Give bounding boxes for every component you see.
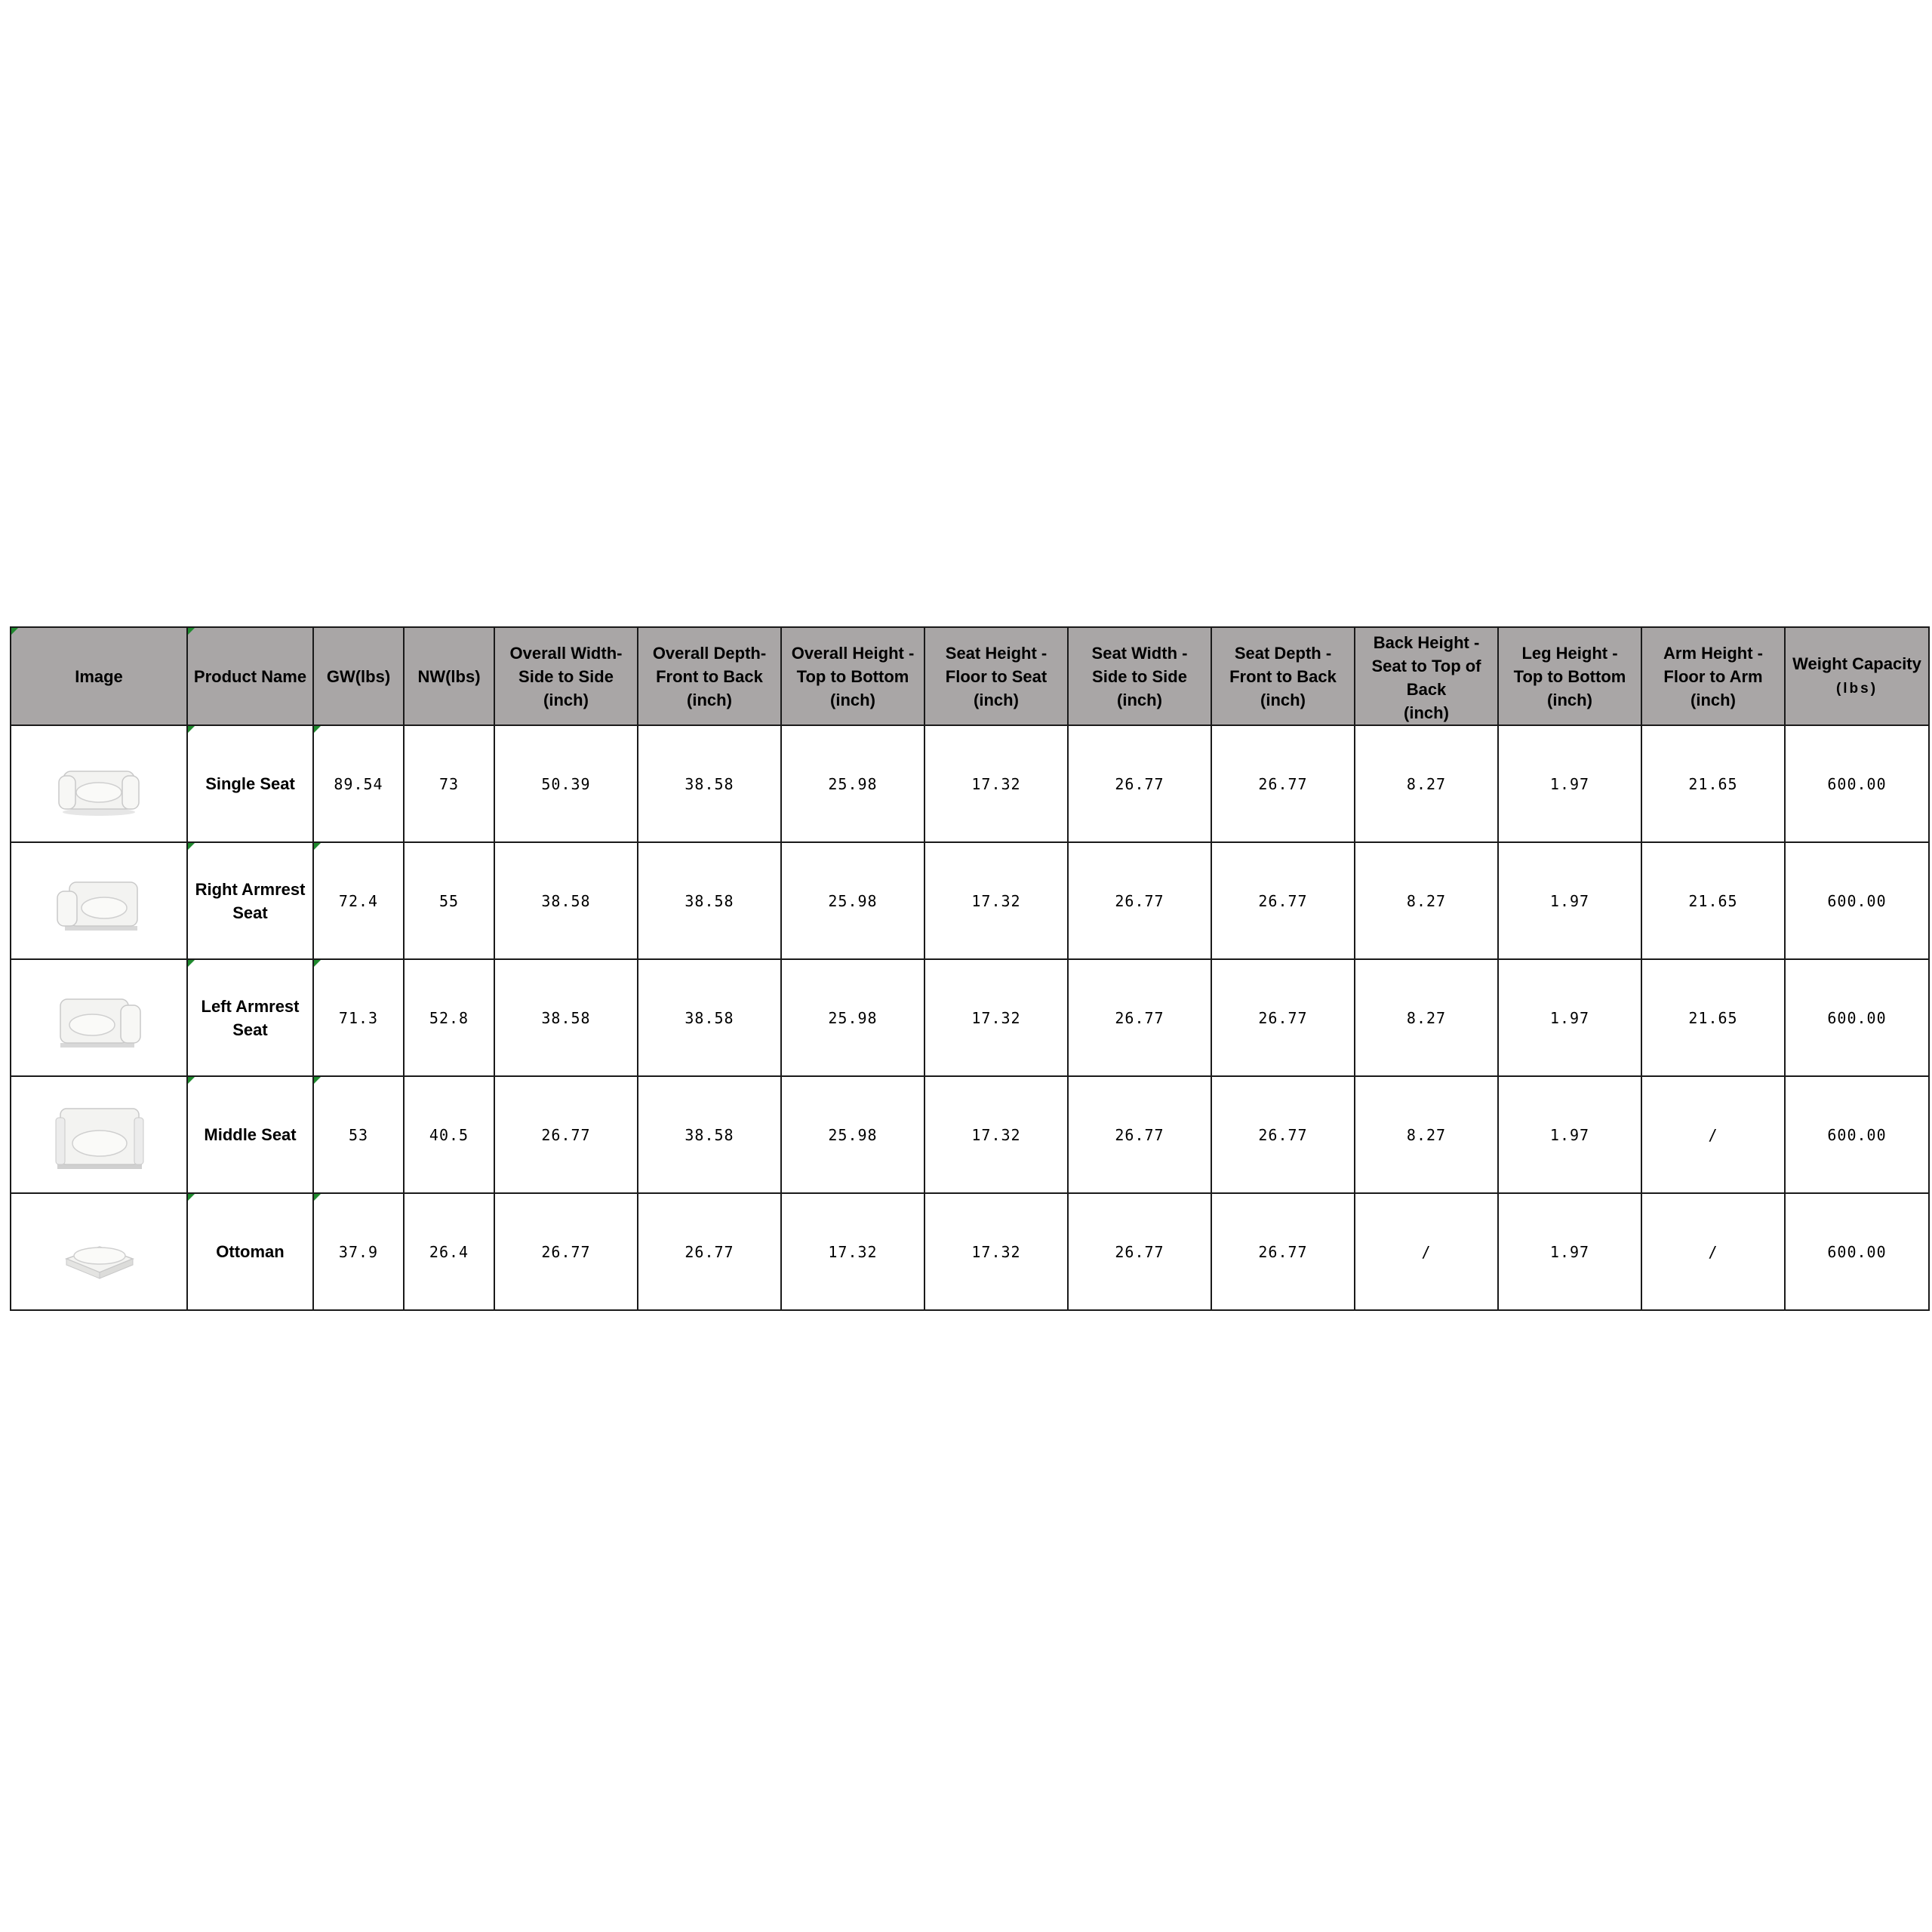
gw-cell bbox=[313, 959, 404, 1076]
spec-sheet bbox=[10, 626, 1928, 1311]
cell-value: 8.27 bbox=[1406, 1008, 1447, 1027]
cell-value: 8.27 bbox=[1406, 891, 1447, 910]
cell-value: 1.97 bbox=[1549, 1008, 1590, 1027]
cell-value: 26.77 bbox=[685, 1242, 734, 1261]
overall-height-cell bbox=[781, 1076, 924, 1193]
cell-value: 17.32 bbox=[971, 891, 1021, 910]
overall-height-cell bbox=[781, 842, 924, 959]
leg-height-cell bbox=[1498, 725, 1641, 842]
product-image-cell bbox=[11, 1076, 187, 1193]
product-spec-table bbox=[10, 626, 1930, 1311]
header-arm-height: Arm Height - Floor to Arm (inch) bbox=[1641, 627, 1785, 725]
overall-width-cell bbox=[494, 959, 638, 1076]
ottoman-thumbnail bbox=[16, 1211, 182, 1294]
product-name: Middle Seat bbox=[204, 1125, 297, 1144]
header-weight-capacity-unit: (lbs) bbox=[1835, 681, 1878, 697]
cell-value: 21.65 bbox=[1688, 891, 1738, 910]
header-seat-depth: Seat Depth - Front to Back (inch) bbox=[1211, 627, 1355, 725]
cell-value: 600.00 bbox=[1827, 774, 1887, 793]
gw-cell bbox=[313, 1076, 404, 1193]
header-overall-width: Overall Width- Side to Side (inch) bbox=[494, 627, 638, 725]
cell-value: 26.77 bbox=[1115, 1008, 1164, 1027]
header-gw: GW(lbs) bbox=[313, 627, 404, 725]
cell-value: / bbox=[1421, 1242, 1432, 1261]
product-name-cell bbox=[187, 959, 313, 1076]
cell-value: 38.58 bbox=[685, 891, 734, 910]
product-name: Right Armrest Seat bbox=[195, 879, 306, 922]
product-image-cell bbox=[11, 725, 187, 842]
cell-value: 38.58 bbox=[685, 1125, 734, 1144]
header-overall-height: Overall Height - Top to Bottom (inch) bbox=[781, 627, 924, 725]
arm-height-cell bbox=[1641, 959, 1785, 1076]
arm-height-cell bbox=[1641, 1193, 1785, 1310]
cell-value: 25.98 bbox=[828, 1125, 878, 1144]
cell-value: 55 bbox=[438, 891, 460, 910]
single-seat-sofa-thumbnail bbox=[16, 743, 182, 826]
header-weight-capacity: Weight Capacity (lbs) bbox=[1785, 627, 1929, 725]
overall-depth-cell bbox=[638, 1193, 781, 1310]
seat-width-cell bbox=[1068, 1076, 1211, 1193]
cell-value: 26.77 bbox=[1258, 1125, 1308, 1144]
overall-depth-cell bbox=[638, 725, 781, 842]
nw-cell bbox=[404, 959, 494, 1076]
cell-value: 25.98 bbox=[828, 774, 878, 793]
gw-cell bbox=[313, 1193, 404, 1310]
cell-value: 89.54 bbox=[334, 774, 383, 793]
cell-value: 17.32 bbox=[971, 774, 1021, 793]
overall-width-cell bbox=[494, 1193, 638, 1310]
arm-height-cell bbox=[1641, 1076, 1785, 1193]
cell-value: 26.77 bbox=[541, 1125, 591, 1144]
back-height-cell bbox=[1355, 959, 1498, 1076]
cell-value: 8.27 bbox=[1406, 1125, 1447, 1144]
product-image-cell bbox=[11, 959, 187, 1076]
header-nw: NW(lbs) bbox=[404, 627, 494, 725]
product-name-cell bbox=[187, 725, 313, 842]
arm-height-cell bbox=[1641, 725, 1785, 842]
nw-cell bbox=[404, 842, 494, 959]
cell-value: 50.39 bbox=[541, 774, 591, 793]
product-name: Ottoman bbox=[216, 1242, 285, 1261]
cell-value: 26.77 bbox=[1258, 891, 1308, 910]
product-name-cell bbox=[187, 1076, 313, 1193]
cell-value: 1.97 bbox=[1549, 774, 1590, 793]
table-row bbox=[11, 1076, 1929, 1193]
cell-value: 25.98 bbox=[828, 891, 878, 910]
cell-value: 40.5 bbox=[429, 1125, 469, 1144]
nw-cell bbox=[404, 725, 494, 842]
cell-value: 600.00 bbox=[1827, 891, 1887, 910]
arm-height-cell bbox=[1641, 842, 1785, 959]
cell-value: 26.4 bbox=[429, 1242, 469, 1261]
overall-height-cell bbox=[781, 725, 924, 842]
cell-value: 26.77 bbox=[1115, 891, 1164, 910]
product-name-cell bbox=[187, 1193, 313, 1310]
overall-depth-cell bbox=[638, 1076, 781, 1193]
header-seat-width: Seat Width - Side to Side (inch) bbox=[1068, 627, 1211, 725]
seat-depth-cell bbox=[1211, 842, 1355, 959]
cell-value: 17.32 bbox=[971, 1125, 1021, 1144]
product-image-cell bbox=[11, 1193, 187, 1310]
seat-height-cell bbox=[924, 725, 1068, 842]
leg-height-cell bbox=[1498, 842, 1641, 959]
seat-depth-cell bbox=[1211, 725, 1355, 842]
weight-capacity-cell bbox=[1785, 959, 1929, 1076]
left-armrest-seat-thumbnail bbox=[16, 977, 182, 1060]
cell-value: 52.8 bbox=[429, 1008, 469, 1027]
seat-depth-cell bbox=[1211, 1193, 1355, 1310]
cell-value: 26.77 bbox=[1115, 774, 1164, 793]
overall-depth-cell bbox=[638, 959, 781, 1076]
seat-height-cell bbox=[924, 842, 1068, 959]
seat-height-cell bbox=[924, 1076, 1068, 1193]
back-height-cell bbox=[1355, 1076, 1498, 1193]
right-armrest-seat-thumbnail bbox=[16, 860, 182, 943]
overall-width-cell bbox=[494, 1076, 638, 1193]
weight-capacity-cell bbox=[1785, 842, 1929, 959]
leg-height-cell bbox=[1498, 959, 1641, 1076]
cell-value: 17.32 bbox=[971, 1242, 1021, 1261]
cell-value: 26.77 bbox=[1115, 1125, 1164, 1144]
cell-value: 1.97 bbox=[1549, 1242, 1590, 1261]
overall-width-cell bbox=[494, 725, 638, 842]
cell-value: / bbox=[1708, 1125, 1718, 1144]
cell-value: 26.77 bbox=[541, 1242, 591, 1261]
seat-depth-cell bbox=[1211, 959, 1355, 1076]
cell-value: 600.00 bbox=[1827, 1125, 1887, 1144]
back-height-cell bbox=[1355, 1193, 1498, 1310]
cell-value: 71.3 bbox=[338, 1008, 379, 1027]
seat-width-cell bbox=[1068, 842, 1211, 959]
gw-cell bbox=[313, 725, 404, 842]
header-back-height: Back Height - Seat to Top of Back (inch) bbox=[1355, 627, 1498, 725]
product-name: Single Seat bbox=[205, 774, 295, 793]
cell-value: 1.97 bbox=[1549, 891, 1590, 910]
header-product-name: Product Name bbox=[187, 627, 313, 725]
gw-cell bbox=[313, 842, 404, 959]
header-image: Image bbox=[11, 627, 187, 725]
header-leg-height: Leg Height - Top to Bottom (inch) bbox=[1498, 627, 1641, 725]
cell-value: 38.58 bbox=[685, 774, 734, 793]
table-row bbox=[11, 959, 1929, 1076]
overall-height-cell bbox=[781, 959, 924, 1076]
cell-value: 53 bbox=[348, 1125, 369, 1144]
product-image-cell bbox=[11, 842, 187, 959]
product-name-cell bbox=[187, 842, 313, 959]
back-height-cell bbox=[1355, 842, 1498, 959]
table-row bbox=[11, 1193, 1929, 1310]
nw-cell bbox=[404, 1193, 494, 1310]
cell-value: 73 bbox=[438, 774, 460, 793]
leg-height-cell bbox=[1498, 1193, 1641, 1310]
product-name: Left Armrest Seat bbox=[201, 996, 300, 1039]
cell-value: 26.77 bbox=[1115, 1242, 1164, 1261]
middle-seat-thumbnail bbox=[16, 1094, 182, 1177]
cell-value: 25.98 bbox=[828, 1008, 878, 1027]
cell-value: 37.9 bbox=[338, 1242, 379, 1261]
cell-value: 8.27 bbox=[1406, 774, 1447, 793]
cell-value: 1.97 bbox=[1549, 1125, 1590, 1144]
seat-height-cell bbox=[924, 1193, 1068, 1310]
seat-height-cell bbox=[924, 959, 1068, 1076]
cell-value: 17.32 bbox=[828, 1242, 878, 1261]
cell-value: / bbox=[1708, 1242, 1718, 1261]
back-height-cell bbox=[1355, 725, 1498, 842]
table-row bbox=[11, 725, 1929, 842]
overall-width-cell bbox=[494, 842, 638, 959]
overall-height-cell bbox=[781, 1193, 924, 1310]
weight-capacity-cell bbox=[1785, 1193, 1929, 1310]
header-row bbox=[11, 627, 1929, 725]
table-row bbox=[11, 842, 1929, 959]
cell-value: 600.00 bbox=[1827, 1008, 1887, 1027]
nw-cell bbox=[404, 1076, 494, 1193]
overall-depth-cell bbox=[638, 842, 781, 959]
seat-width-cell bbox=[1068, 1193, 1211, 1310]
cell-value: 38.58 bbox=[541, 1008, 591, 1027]
cell-value: 21.65 bbox=[1688, 1008, 1738, 1027]
cell-value: 26.77 bbox=[1258, 1242, 1308, 1261]
seat-width-cell bbox=[1068, 725, 1211, 842]
cell-value: 21.65 bbox=[1688, 774, 1738, 793]
header-seat-height: Seat Height - Floor to Seat (inch) bbox=[924, 627, 1068, 725]
cell-value: 38.58 bbox=[541, 891, 591, 910]
leg-height-cell bbox=[1498, 1076, 1641, 1193]
cell-value: 72.4 bbox=[338, 891, 379, 910]
seat-width-cell bbox=[1068, 959, 1211, 1076]
cell-value: 26.77 bbox=[1258, 1008, 1308, 1027]
cell-value: 38.58 bbox=[685, 1008, 734, 1027]
weight-capacity-cell bbox=[1785, 1076, 1929, 1193]
header-overall-depth: Overall Depth- Front to Back (inch) bbox=[638, 627, 781, 725]
cell-value: 26.77 bbox=[1258, 774, 1308, 793]
cell-value: 17.32 bbox=[971, 1008, 1021, 1027]
weight-capacity-cell bbox=[1785, 725, 1929, 842]
cell-value: 600.00 bbox=[1827, 1242, 1887, 1261]
seat-depth-cell bbox=[1211, 1076, 1355, 1193]
